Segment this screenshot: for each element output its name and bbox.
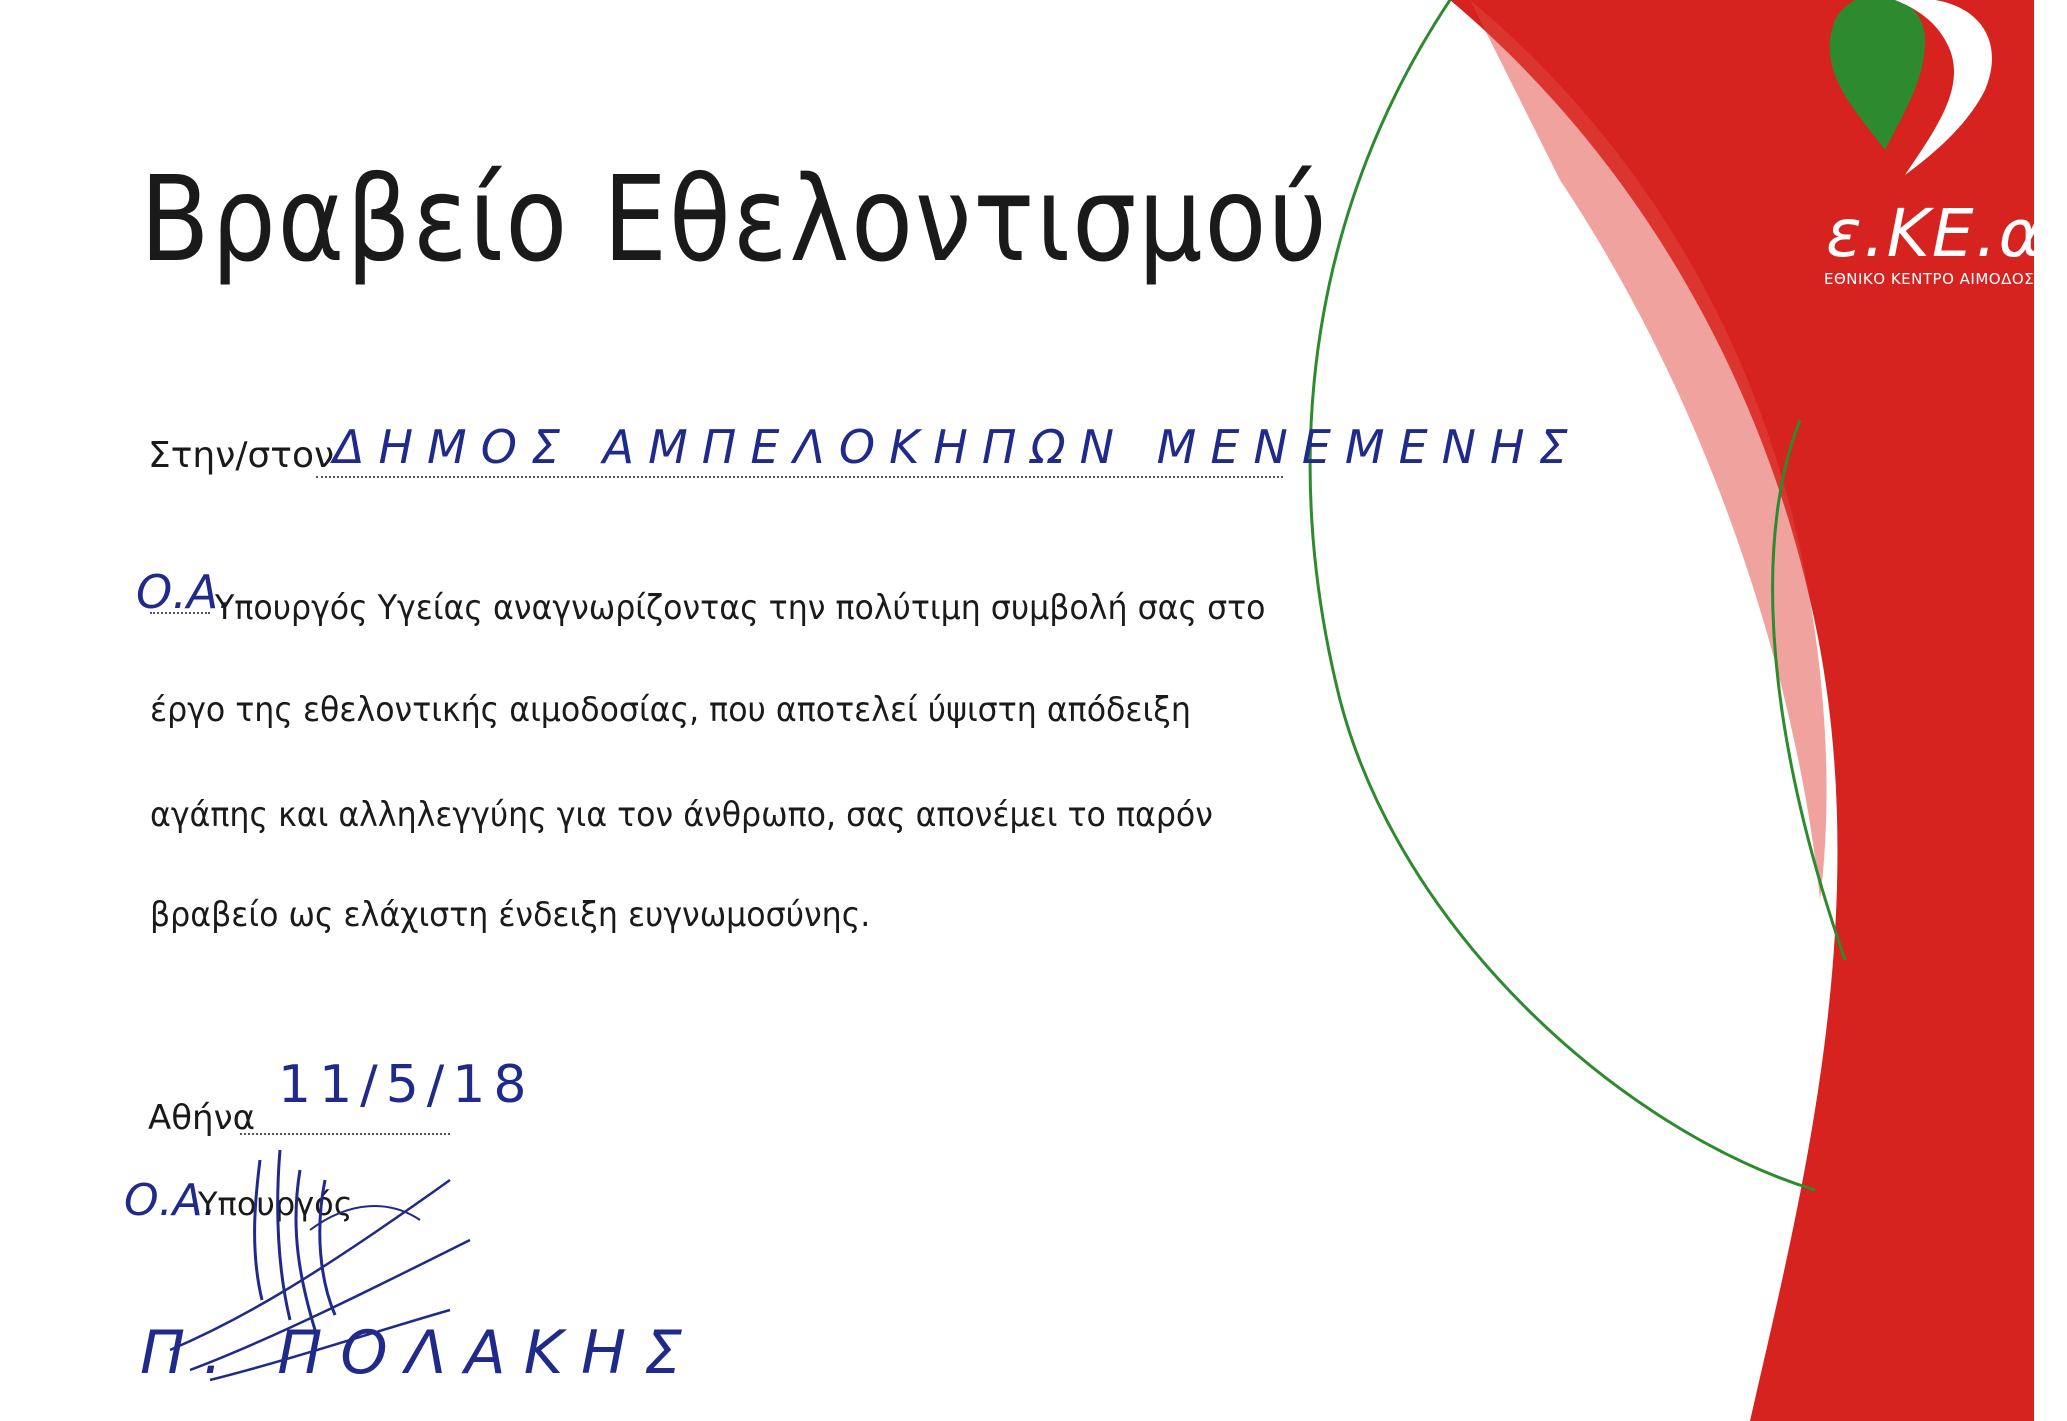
body-line-3: αγάπης και αλληλεγγύης για τον άνθρωπο, σας απονέμει το παρόν: [150, 795, 1213, 835]
place-label: Αθήνα: [148, 1098, 256, 1138]
signatory-name-handwritten: Π. ΠΟΛΑΚΗΣ: [140, 1318, 701, 1388]
body-line-2: έργο της εθελοντικής αιμοδοσίας, που αποτελεί ύψιστη απόδειξη: [150, 690, 1191, 730]
body-line-1: Υπουργός Υγείας αναγνωρίζοντας την πολύτιμη συμβολή σας στο: [215, 588, 1266, 628]
recipient-handwritten-value: ΔΗΜΟΣ ΑΜΠΕΛΟΚΗΠΩΝ ΜΕΝΕΜΕΝΗΣ: [333, 420, 1582, 474]
recipient-label: Στην/στον: [148, 435, 335, 476]
recipient-dotted-line: [316, 476, 1283, 478]
minister-prefix-dotted-line: [150, 612, 210, 614]
logo-acronym: ε.ΚΕ.α.: [1826, 195, 2067, 272]
certificate-title: Βραβείο Εθελοντισμού: [140, 150, 1329, 288]
heart-logo-icon: [1815, 0, 2015, 180]
body-line-4: βραβείο ως ελάχιστη ένδειξη ευγνωμοσύνης.: [150, 895, 871, 935]
logo-full-name: ΕΘΝΙΚΟ ΚΕΝΤΡΟ ΑΙΜΟΔΟΣΙΑΣ: [1824, 270, 2060, 288]
signoff-prefix-handwritten: Ο.Α.: [124, 1175, 217, 1226]
minister-role-label: Υπουργός: [198, 1185, 353, 1223]
date-handwritten-value: 11/5/18: [278, 1055, 535, 1115]
minister-prefix-handwritten: Ο.Α.: [136, 565, 233, 619]
date-dotted-line: [240, 1133, 450, 1135]
recipient-row: [148, 420, 1582, 480]
